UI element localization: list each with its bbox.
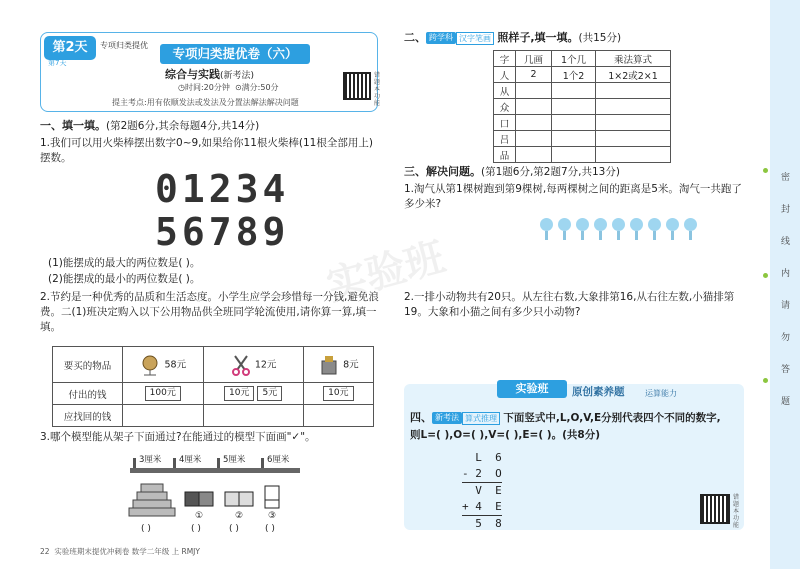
answer-cell[interactable]	[596, 115, 671, 131]
table-row	[494, 67, 671, 83]
q1a-text: (1)能摆成的最大的两位数是( )。	[48, 257, 201, 269]
tree-icon	[558, 218, 571, 240]
char-cell: 众	[494, 99, 516, 115]
char-cell: 吕	[494, 131, 516, 147]
calc-line: + 4 E	[462, 500, 502, 513]
challenge-title: 原创素养题	[572, 386, 625, 398]
table-row	[53, 347, 374, 383]
tree-icon	[648, 218, 661, 240]
answer-cell[interactable]	[203, 405, 303, 427]
count-cell: 1个2	[552, 67, 596, 83]
clock-icon: ◷	[178, 83, 185, 92]
match-digits-row1: 01234	[155, 167, 290, 211]
answer-blank[interactable]: ( )	[191, 524, 201, 534]
seal-char: 请	[781, 301, 791, 311]
cube-model-2	[225, 492, 253, 506]
q1b-text: (2)能摆成的最小的两位数是( )。	[48, 273, 201, 285]
calc-line: L 6	[462, 451, 502, 464]
money-note: 100元	[145, 386, 181, 401]
answer-cell[interactable]	[596, 83, 671, 99]
table-cell	[303, 383, 373, 405]
seal-char: 勿	[781, 333, 791, 343]
paper-goal: 提主考点:用有依顺发法或发法及分置法解法解决问题	[112, 98, 299, 107]
height-label: 5厘米	[223, 455, 246, 465]
paper-meta	[178, 82, 279, 93]
option-label: ③	[268, 511, 277, 521]
badge-cross-subject: 跨学科	[426, 32, 456, 44]
seal-char: 封	[781, 205, 791, 215]
shelf-board	[130, 468, 300, 473]
part1-score: (第2题6分,其余每题4分,共14分)	[106, 120, 260, 132]
money-note: 10元	[224, 386, 254, 401]
seal-char: 题	[781, 397, 791, 407]
seal-char: 线	[781, 237, 791, 247]
part3-score: (第1题6分,第2题7分,共13分)	[481, 166, 620, 178]
table-cell: 要买的物品	[53, 347, 123, 383]
table-row	[494, 147, 671, 163]
scissors-icon	[230, 354, 252, 376]
calc-line: - 2 O	[462, 467, 502, 480]
col-header: 乘法算式	[596, 51, 671, 67]
qr-label: 错题本功能	[374, 72, 381, 107]
time-limit: 时间:20分钟	[184, 83, 230, 92]
sharpener-icon	[318, 354, 340, 376]
formula-cell: 1×2或2×1	[596, 67, 671, 83]
answer-cell[interactable]	[596, 147, 671, 163]
table-cell	[203, 383, 303, 405]
answer-cell[interactable]	[516, 115, 552, 131]
part2-score: (共15分)	[578, 32, 622, 44]
day-sub: 第7天	[48, 59, 67, 67]
seal-strip	[770, 0, 800, 569]
q1-text: 1.我们可以用火柴棒摆出数字0~9,如果给你11根火柴棒(11根全部用上)摆数。	[40, 137, 373, 164]
challenge-tag: 运算能力	[645, 389, 677, 398]
sharpener-price: 8元	[343, 359, 359, 370]
binding-dot	[763, 168, 768, 173]
watermark: 实验班	[321, 234, 450, 310]
height-label: 3厘米	[139, 455, 162, 465]
page-number: 22	[40, 547, 50, 556]
part4-text1: 下面竖式中,L,O,V,E分别代表四个不同的数字,	[503, 412, 721, 424]
answer-cell[interactable]	[516, 131, 552, 147]
cube-model-1	[185, 492, 213, 506]
height-label: 4厘米	[179, 455, 202, 465]
answer-cell[interactable]	[516, 147, 552, 163]
option-label: ①	[195, 511, 204, 521]
cube-model-3	[265, 486, 279, 508]
table-row	[494, 99, 671, 115]
q2-text: 2.节约是一种优秀的品质和生活态度。小学生应学会珍惜每一分钱,避免浪费。二(1)班决定购入以下公用物品供全班同学轮流使用,请你算一算,填一填。	[40, 291, 379, 333]
tree-row	[540, 218, 697, 240]
badge-reasoning: 算式推理	[462, 412, 500, 425]
part4-text	[410, 410, 740, 426]
tree-icon	[594, 218, 607, 240]
tree-icon	[684, 218, 697, 240]
col-header: 1个几	[552, 51, 596, 67]
footer-text: 实验班期末提优冲刺卷 数学二年级 上 RMJY	[54, 547, 200, 556]
table-cell	[203, 347, 303, 383]
tree-icon	[540, 218, 553, 240]
answer-blank[interactable]: ( )	[229, 524, 239, 534]
q3-2-text: 2.一排小动物共有20只。从左往右数,大象排第16,从右往左数,小猫排第19。大象和小猫之间有多少只小动物?	[404, 291, 735, 318]
col-header: 字	[494, 51, 516, 67]
part4-text2: 则L=( ),O=( ),V=( ),E=( )。(共8分)	[410, 429, 600, 441]
binding-dot	[763, 273, 768, 278]
char-cell: 口	[494, 115, 516, 131]
shopping-table	[52, 346, 374, 427]
strokes-cell: 2	[516, 67, 552, 83]
day-badge-text: 第2天	[52, 40, 88, 55]
challenge-banner: 实验班	[497, 380, 567, 398]
part1-title: 一、填一填。	[40, 119, 106, 132]
shelf-diagram	[125, 450, 305, 535]
table-cell	[123, 383, 204, 405]
strokes-table	[493, 50, 671, 163]
answer-blank[interactable]: ( )	[265, 524, 275, 534]
answer-cell[interactable]	[516, 99, 552, 115]
day-badge	[44, 36, 96, 60]
q3-1-text: 1.淘气从第1棵树跑到第9棵树,每两棵树之间的距离是5米。淘气一共跑了多少米?	[404, 183, 742, 210]
answer-cell[interactable]	[552, 83, 596, 99]
stepped-model	[129, 484, 175, 516]
char-cell: 品	[494, 147, 516, 163]
paper-subtitle	[165, 66, 254, 82]
answer-cell[interactable]	[123, 405, 204, 427]
qr-code-icon[interactable]	[700, 494, 730, 524]
option-label: ②	[235, 511, 244, 521]
tree-icon	[666, 218, 679, 240]
full-score: 满分:50分	[241, 83, 279, 92]
score-icon: ⊙	[234, 83, 242, 92]
table-row	[494, 115, 671, 131]
answer-cell[interactable]	[552, 147, 596, 163]
char-cell: 从	[494, 83, 516, 99]
seal-char: 答	[781, 365, 791, 375]
table-header-row	[494, 51, 671, 67]
answer-cell[interactable]	[552, 131, 596, 147]
table-row	[494, 83, 671, 99]
qr-label: 错题本功能	[733, 494, 740, 529]
part1-heading	[40, 118, 259, 134]
money-note: 10元	[323, 386, 353, 401]
calc-line: V E	[462, 484, 502, 497]
part3-heading	[404, 164, 620, 180]
answer-blank[interactable]: ( )	[141, 524, 151, 534]
char-cell: 人	[494, 67, 516, 83]
answer-cell[interactable]	[552, 99, 596, 115]
tree-icon	[630, 218, 643, 240]
match-digits-row2: 56789	[155, 210, 290, 254]
tree-icon	[576, 218, 589, 240]
answer-cell[interactable]	[552, 115, 596, 131]
part2-instruction: 照样子,填一填。	[497, 31, 579, 44]
badge-new-method: 新考法	[432, 412, 462, 424]
seal-char: 密	[781, 173, 791, 183]
section-tag: 专项归类提优	[100, 41, 148, 50]
col-header: 几画	[516, 51, 552, 67]
seal-char: 内	[781, 269, 791, 279]
badge-strokes: 汉字笔画	[456, 32, 494, 45]
part4-label: 四、	[410, 411, 432, 424]
table-cell: 付出的钱	[53, 383, 123, 405]
tree-icon	[612, 218, 625, 240]
part2-heading	[404, 30, 621, 46]
paper-title: 专项归类提优卷（六）	[160, 44, 310, 64]
answer-cell[interactable]	[596, 131, 671, 147]
answer-cell[interactable]	[303, 405, 373, 427]
money-note: 5元	[257, 386, 282, 401]
height-label: 6厘米	[267, 455, 290, 465]
challenge-box	[404, 384, 744, 530]
part2-title: 二、	[404, 31, 426, 44]
answer-cell[interactable]	[596, 99, 671, 115]
table-row	[494, 131, 671, 147]
answer-cell[interactable]	[516, 83, 552, 99]
scissors-price: 12元	[254, 359, 277, 370]
table-row	[53, 383, 374, 405]
globe-price: 58元	[164, 359, 187, 370]
table-cell	[123, 347, 204, 383]
calc-line: 5 8	[462, 517, 502, 530]
binding-dot	[763, 378, 768, 383]
table-cell	[303, 347, 373, 383]
subtitle-note: (新考法)	[220, 71, 255, 81]
subtitle-text: 综合与实践	[165, 68, 220, 81]
vertical-calc	[462, 450, 502, 532]
globe-icon	[139, 354, 161, 376]
table-cell: 应找回的钱	[53, 405, 123, 427]
table-row	[53, 405, 374, 427]
q3-text: 3.哪个模型能从架子下面通过?在能通过的模型下面画"✓"。	[40, 431, 316, 443]
page-footer	[40, 546, 200, 557]
qr-code-icon[interactable]	[343, 72, 371, 100]
part3-title: 三、解决问题。	[404, 165, 481, 178]
